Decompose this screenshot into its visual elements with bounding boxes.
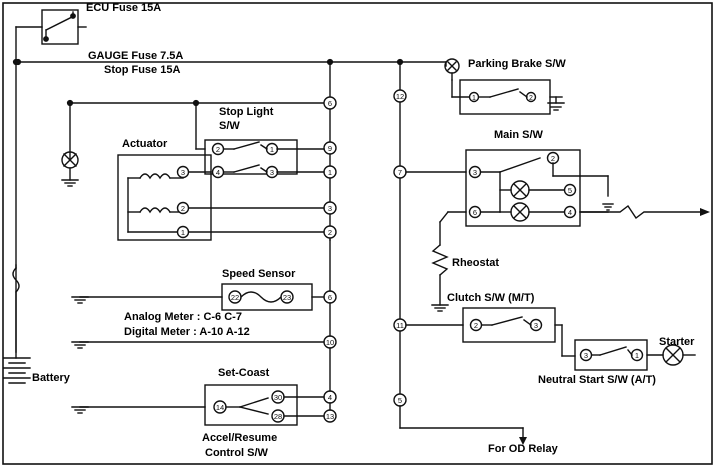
svg-text:6: 6 [327, 99, 333, 108]
label-rheostat: Rheostat [452, 257, 500, 269]
label-for-od-relay: For OD Relay [488, 443, 558, 455]
svg-text:30: 30 [273, 393, 283, 402]
label-accel-resume-2: Control S/W [205, 447, 268, 459]
svg-text:14: 14 [215, 403, 225, 412]
svg-text:12: 12 [395, 92, 405, 101]
label-speed-sensor: Speed Sensor [222, 268, 296, 280]
svg-text:3: 3 [327, 204, 333, 213]
svg-text:3: 3 [180, 168, 186, 177]
label-clutch-sw: Clutch S/W (M/T) [447, 292, 535, 304]
svg-text:1: 1 [269, 145, 275, 154]
label-analog-meter: Analog Meter : C-6 C-7 [124, 311, 242, 323]
svg-text:4: 4 [327, 393, 333, 402]
svg-text:1: 1 [472, 95, 476, 102]
svg-text:2: 2 [550, 154, 556, 163]
svg-text:23: 23 [282, 293, 292, 302]
svg-text:4: 4 [567, 208, 573, 217]
svg-text:6: 6 [327, 293, 333, 302]
svg-text:6: 6 [472, 208, 478, 217]
svg-text:5: 5 [397, 396, 403, 405]
label-actuator: Actuator [122, 138, 168, 150]
svg-text:1: 1 [180, 228, 186, 237]
label-digital-meter: Digital Meter : A-10 A-12 [124, 326, 250, 338]
svg-text:2: 2 [215, 145, 221, 154]
svg-text:5: 5 [567, 186, 573, 195]
svg-text:1: 1 [634, 351, 640, 360]
svg-text:3: 3 [533, 321, 539, 330]
svg-text:22: 22 [230, 293, 240, 302]
svg-text:4: 4 [215, 168, 221, 177]
label-stop-fuse: Stop Fuse 15A [104, 64, 181, 76]
svg-text:2: 2 [473, 321, 479, 330]
label-main-sw: Main S/W [494, 129, 543, 141]
svg-text:1: 1 [327, 168, 333, 177]
label-starter: Starter [659, 336, 695, 348]
label-accel-resume-1: Accel/Resume [202, 432, 278, 444]
label-set-coast: Set-Coast [218, 367, 270, 379]
svg-text:3: 3 [472, 168, 478, 177]
label-stop-light-sw-2: S/W [219, 120, 240, 132]
label-ecu-fuse: ECU Fuse 15A [86, 2, 162, 14]
svg-text:28: 28 [273, 412, 283, 421]
svg-text:10: 10 [325, 338, 335, 347]
label-battery: Battery [32, 372, 70, 384]
svg-text:3: 3 [583, 351, 589, 360]
svg-text:2: 2 [180, 204, 186, 213]
svg-text:7: 7 [397, 168, 403, 177]
svg-text:2: 2 [529, 95, 533, 102]
svg-text:3: 3 [269, 168, 275, 177]
svg-text:2: 2 [327, 228, 333, 237]
label-gauge-fuse: GAUGE Fuse 7.5A [88, 50, 184, 62]
label-stop-light-sw-1: Stop Light [219, 106, 274, 118]
svg-text:13: 13 [325, 412, 335, 421]
svg-text:11: 11 [396, 321, 404, 330]
label-neutral-start-sw: Neutral Start S/W (A/T) [538, 374, 656, 386]
svg-text:9: 9 [327, 144, 333, 153]
label-parking-brake-sw: Parking Brake S/W [468, 58, 566, 70]
